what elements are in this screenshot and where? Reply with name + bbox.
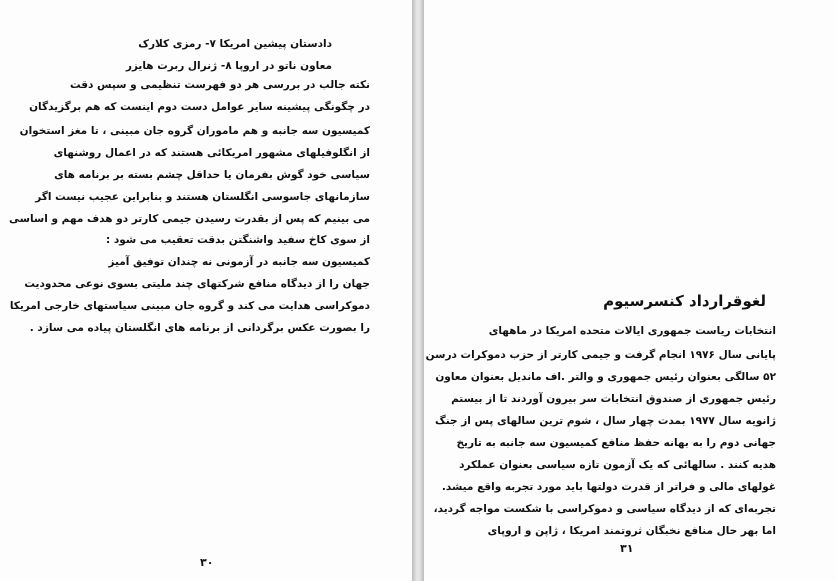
list-item-name: ۷- رمزی کلارک [138,38,216,50]
body-line: جهانی دوم را به بهانه حفظ منافع کمیسیون سه جانبه به تاریخ [456,437,776,449]
body-line: ۵۲ سالگی بعنوان رئیس جمهوری و والتر .اف ماندیل بعنوان معاون [435,371,776,383]
body-line: جهان را از دیدگاه منافع شرکتهای چند ملیتی بسوی نوعی محدودیت [24,278,370,290]
body-line: نکته جالب در بررسی هر دو فهرست تنظیمی و سپس دقت [70,79,370,91]
list-item-name: ۸- ژنرال ربرت هایزر [125,60,232,72]
list-item-8 [12,60,372,72]
book-gutter [412,0,424,581]
body-line: پایانی سال ۱۹۷۶ انجام گرفت و جیمی کارتر از حزب دموکرات درسن [425,349,776,361]
right-page [424,0,836,581]
body-line: رئیس جمهوری از صندوق انتخابات سر بیرون آوردند تا از بیستم [451,393,776,405]
body-line: هدیه کنند . سالهائی که یک آزمون تازه سیاسی بعنوان عملکرد [459,459,776,471]
chapter-title: لغوقرارداد کنسرسیوم [603,292,766,310]
page-number: ۳۰ [200,556,214,569]
body-line: را بصورت عکس برگردانی از برنامه های انگلستان پیاده می سازد . [29,322,370,334]
list-item-desc: دادستان پیشین امریکا [219,38,332,50]
body-line: سازمانهای جاسوسی انگلستان هستند و بنابراین عجیب نیست اگر [35,191,370,203]
body-line: در چگونگی پیشینه سایر عوامل دست دوم اینست که هم برگزیدگان [29,101,370,113]
body-line: از انگلوفیلهای مشهور امریکائی هستند که در اعمال روشنهای [53,147,370,159]
body-line: می بینیم که پس از بقدرت رسیدن جیمی کارتر دو هدف مهم و اساسی [9,213,370,225]
body-line: سیاسی خود گوش بفرمان یا حداقل چشم بسته بر برنامه های [54,169,370,181]
body-line: اما بهر حال منافع نخبگان ثروتمند امریکا ، ژاپن و اروپای [487,525,776,537]
page-number: ۳۱ [620,542,634,555]
body-line: انتخابات ریاست جمهوری ایالات متحده امریکا در ماههای [488,325,776,337]
list-item-7 [12,38,372,50]
body-line: کمیسیون سه جانبه در آزمونی نه چندان توفیق آمیز [108,256,370,268]
body-line: تجربه‌ای که از دیدگاه سیاسی و دموکراسی با شکست مواجه گردید، [433,503,776,515]
body-line: از سوی کاخ سفید واشنگتن بدقت تعقیب می شود : [106,234,370,246]
body-line: غولهای مالی و فراتر از قدرت دولتها باید مورد تجربه واقع میشد. [441,481,776,493]
list-item-desc: معاون ناتو در اروپا [235,60,332,72]
body-line: ژانویه سال ۱۹۷۷ بمدت چهار سال ، شوم ترین سالهای پس از جنگ [434,415,776,427]
body-line: دموکراسی هدایت می کند و گروه جان مبینی سیاستهای خارجی امریکا [9,300,370,312]
body-line: کمیسیون سه جانبه و هم ماموران گروه جان مبینی ، تا مغز استخوان [19,125,370,137]
left-page [0,0,412,581]
